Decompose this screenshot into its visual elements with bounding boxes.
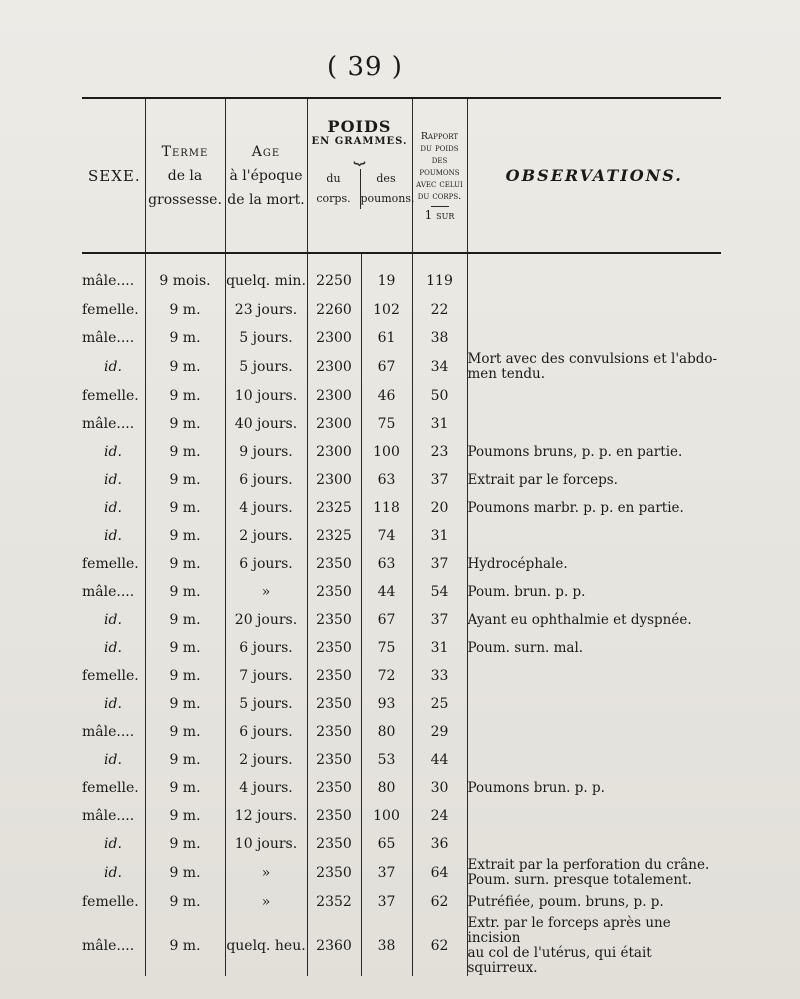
cell-obs: Poum. surn. mal. bbox=[467, 639, 584, 656]
cell-poumons: 37 bbox=[361, 888, 412, 916]
table-row bbox=[82, 746, 721, 774]
cell-age: 2 jours. bbox=[225, 522, 307, 550]
cell-terme: 9 mois. bbox=[145, 253, 225, 296]
header-poumons-line1: des bbox=[376, 172, 396, 185]
cell-terme: 9 m. bbox=[145, 746, 225, 774]
cell-terme: 9 m. bbox=[145, 410, 225, 438]
cell-corps: 2350 bbox=[307, 774, 361, 802]
cell-sexe: mâle.... bbox=[82, 802, 145, 830]
cell-poumons: 63 bbox=[361, 550, 412, 578]
cell-terme: 9 m. bbox=[145, 774, 225, 802]
header-age-line1: Age bbox=[251, 143, 281, 160]
cell-rapport: 23 bbox=[412, 438, 467, 466]
cell-terme: 9 m. bbox=[145, 466, 225, 494]
cell-age: » bbox=[225, 888, 307, 916]
cell-corps: 2350 bbox=[307, 718, 361, 746]
header-terme bbox=[145, 98, 225, 253]
header-terme-line3: grossesse. bbox=[148, 191, 222, 208]
cell-terme: 9 m. bbox=[145, 662, 225, 690]
cell-obs: Poum. brun. p. p. bbox=[467, 583, 586, 600]
table-row bbox=[82, 858, 721, 888]
cell-poumons: 72 bbox=[361, 662, 412, 690]
cell-rapport: 36 bbox=[412, 830, 467, 858]
cell-poumons: 38 bbox=[361, 916, 412, 976]
cell-sexe: mâle.... bbox=[82, 578, 145, 606]
cell-age: 5 jours. bbox=[225, 690, 307, 718]
cell-poumons: 102 bbox=[361, 296, 412, 324]
page-number: ( 39 ) bbox=[327, 52, 403, 82]
header-poids-subtitle: EN GRAMMES. bbox=[311, 136, 408, 147]
cell-rapport: 20 bbox=[412, 494, 467, 522]
cell-rapport: 119 bbox=[412, 253, 467, 296]
cell-rapport: 37 bbox=[412, 550, 467, 578]
cell-corps: 2300 bbox=[307, 382, 361, 410]
header-corps-line2: corps. bbox=[316, 192, 351, 205]
cell-age: » bbox=[225, 578, 307, 606]
cell-poumons: 93 bbox=[361, 690, 412, 718]
cell-age: 4 jours. bbox=[225, 494, 307, 522]
cell-obs bbox=[467, 522, 721, 550]
cell-poumons: 80 bbox=[361, 718, 412, 746]
table-row bbox=[82, 410, 721, 438]
cell-corps: 2325 bbox=[307, 494, 361, 522]
cell-rapport: 37 bbox=[412, 466, 467, 494]
cell-rapport: 54 bbox=[412, 578, 467, 606]
cell-corps: 2350 bbox=[307, 578, 361, 606]
cell-poumons: 67 bbox=[361, 606, 412, 634]
cell-poumons: 19 bbox=[361, 253, 412, 296]
cell-rapport: 37 bbox=[412, 606, 467, 634]
table-row bbox=[82, 438, 721, 466]
cell-sexe: mâle.... bbox=[82, 253, 145, 296]
table-row bbox=[82, 888, 721, 916]
cell-poumons: 80 bbox=[361, 774, 412, 802]
cell-age: 6 jours. bbox=[225, 550, 307, 578]
cell-corps: 2350 bbox=[307, 830, 361, 858]
cell-sexe: mâle.... bbox=[82, 410, 145, 438]
brace-icon: ⏟ bbox=[353, 141, 366, 165]
header-age bbox=[225, 98, 307, 253]
cell-sexe: mâle.... bbox=[82, 718, 145, 746]
cell-terme: 9 m. bbox=[145, 522, 225, 550]
cell-age: 2 jours. bbox=[225, 746, 307, 774]
cell-age: 10 jours. bbox=[225, 830, 307, 858]
cell-age: 10 jours. bbox=[225, 382, 307, 410]
data-table bbox=[82, 97, 721, 976]
table-row bbox=[82, 382, 721, 410]
table-row bbox=[82, 522, 721, 550]
header-rapport-line4: poumons bbox=[419, 166, 460, 178]
table-row bbox=[82, 352, 721, 382]
cell-rapport: 34 bbox=[412, 352, 467, 382]
cell-obs bbox=[467, 830, 721, 858]
cell-obs: Ayant eu ophthalmie et dyspnée. bbox=[467, 611, 692, 628]
cell-corps: 2325 bbox=[307, 522, 361, 550]
cell-age: 5 jours. bbox=[225, 352, 307, 382]
header-age-line3: de la mort. bbox=[227, 191, 305, 208]
cell-sexe: id. bbox=[82, 438, 145, 466]
cell-sexe: id. bbox=[82, 830, 145, 858]
cell-age: 6 jours. bbox=[225, 466, 307, 494]
cell-obs bbox=[467, 324, 721, 352]
cell-rapport: 64 bbox=[412, 858, 467, 888]
cell-rapport: 38 bbox=[412, 324, 467, 352]
cell-terme: 9 m. bbox=[145, 916, 225, 976]
cell-terme: 9 m. bbox=[145, 352, 225, 382]
rapport-divider bbox=[431, 206, 449, 207]
cell-terme: 9 m. bbox=[145, 888, 225, 916]
cell-sexe: id. bbox=[82, 746, 145, 774]
cell-obs bbox=[467, 253, 721, 296]
cell-rapport: 62 bbox=[412, 916, 467, 976]
cell-corps: 2350 bbox=[307, 606, 361, 634]
cell-poumons: 63 bbox=[361, 466, 412, 494]
cell-corps: 2300 bbox=[307, 324, 361, 352]
cell-corps: 2350 bbox=[307, 690, 361, 718]
table-row bbox=[82, 324, 721, 352]
cell-poumons: 75 bbox=[361, 634, 412, 662]
cell-sexe: femelle. bbox=[82, 662, 145, 690]
cell-sexe: femelle. bbox=[82, 296, 145, 324]
header-poumons-line2: poumons. bbox=[360, 192, 415, 205]
header-poids-title: POIDS bbox=[327, 117, 392, 136]
cell-poumons: 46 bbox=[361, 382, 412, 410]
cell-corps: 2350 bbox=[307, 802, 361, 830]
cell-corps: 2300 bbox=[307, 410, 361, 438]
cell-age: 23 jours. bbox=[225, 296, 307, 324]
cell-corps: 2250 bbox=[307, 253, 361, 296]
cell-rapport: 44 bbox=[412, 746, 467, 774]
cell-obs bbox=[467, 410, 721, 438]
cell-corps: 2350 bbox=[307, 746, 361, 774]
header-rapport-line1: Rapport bbox=[420, 130, 459, 142]
cell-sexe: id. bbox=[82, 690, 145, 718]
header-rapport-line6: du corps. bbox=[417, 190, 462, 202]
header-sexe-label: SEXE. bbox=[88, 166, 141, 185]
header-row bbox=[82, 98, 721, 253]
header-corps bbox=[308, 169, 361, 209]
cell-corps: 2350 bbox=[307, 634, 361, 662]
cell-sexe: femelle. bbox=[82, 382, 145, 410]
cell-corps: 2300 bbox=[307, 438, 361, 466]
cell-sexe: mâle.... bbox=[82, 324, 145, 352]
cell-rapport: 31 bbox=[412, 634, 467, 662]
header-sexe bbox=[82, 98, 145, 253]
cell-age: 12 jours. bbox=[225, 802, 307, 830]
table-row bbox=[82, 662, 721, 690]
cell-obs bbox=[467, 690, 721, 718]
cell-poumons: 37 bbox=[361, 858, 412, 888]
cell-obs bbox=[467, 718, 721, 746]
header-corps-line1: du bbox=[326, 172, 341, 185]
cell-terme: 9 m. bbox=[145, 296, 225, 324]
cell-sexe: mâle.... bbox=[82, 916, 145, 976]
cell-obs: Hydrocéphale. bbox=[467, 555, 568, 572]
cell-age: 7 jours. bbox=[225, 662, 307, 690]
cell-terme: 9 m. bbox=[145, 382, 225, 410]
cell-obs: Poumons bruns, p. p. en partie. bbox=[467, 443, 683, 460]
cell-rapport: 31 bbox=[412, 522, 467, 550]
cell-sexe: femelle. bbox=[82, 550, 145, 578]
header-terme-line1: Terme bbox=[161, 143, 209, 160]
table-row bbox=[82, 802, 721, 830]
cell-age: 4 jours. bbox=[225, 774, 307, 802]
cell-obs: Poumons marbr. p. p. en partie. bbox=[467, 499, 684, 516]
cell-terme: 9 m. bbox=[145, 718, 225, 746]
cell-poumons: 75 bbox=[361, 410, 412, 438]
cell-obs bbox=[467, 802, 721, 830]
cell-rapport: 33 bbox=[412, 662, 467, 690]
cell-poumons: 65 bbox=[361, 830, 412, 858]
cell-rapport: 25 bbox=[412, 690, 467, 718]
cell-obs: Putréfiée, poum. bruns, p. p. bbox=[467, 893, 664, 910]
cell-age: 9 jours. bbox=[225, 438, 307, 466]
cell-terme: 9 m. bbox=[145, 438, 225, 466]
cell-age: quelq. min. bbox=[225, 253, 307, 296]
cell-age: 5 jours. bbox=[225, 324, 307, 352]
table-row bbox=[82, 253, 721, 296]
table-row bbox=[82, 466, 721, 494]
cell-poumons: 61 bbox=[361, 324, 412, 352]
table-row bbox=[82, 296, 721, 324]
cell-rapport: 50 bbox=[412, 382, 467, 410]
cell-poumons: 100 bbox=[361, 438, 412, 466]
cell-rapport: 31 bbox=[412, 410, 467, 438]
cell-poumons: 53 bbox=[361, 746, 412, 774]
cell-poumons: 44 bbox=[361, 578, 412, 606]
header-observations-label: OBSERVATIONS. bbox=[505, 166, 683, 185]
cell-age: quelq. heu. bbox=[225, 916, 307, 976]
cell-terme: 9 m. bbox=[145, 606, 225, 634]
cell-obs: Mort avec des convulsions et l'abdo- men tendu. bbox=[467, 351, 718, 382]
cell-obs bbox=[467, 662, 721, 690]
cell-poumons: 74 bbox=[361, 522, 412, 550]
cell-corps: 2300 bbox=[307, 352, 361, 382]
cell-rapport: 62 bbox=[412, 888, 467, 916]
cell-obs bbox=[467, 746, 721, 774]
cell-rapport: 29 bbox=[412, 718, 467, 746]
header-rapport-line2: du poids bbox=[420, 142, 459, 154]
header-rapport-line7: 1 sur bbox=[424, 207, 455, 222]
table-row bbox=[82, 774, 721, 802]
cell-sexe: id. bbox=[82, 494, 145, 522]
cell-sexe: id. bbox=[82, 606, 145, 634]
table-row bbox=[82, 916, 721, 976]
cell-corps: 2352 bbox=[307, 888, 361, 916]
header-observations bbox=[467, 98, 721, 253]
header-terme-line2: de la bbox=[167, 167, 203, 184]
cell-corps: 2300 bbox=[307, 466, 361, 494]
cell-terme: 9 m. bbox=[145, 690, 225, 718]
cell-poumons: 118 bbox=[361, 494, 412, 522]
table-row bbox=[82, 718, 721, 746]
table-row bbox=[82, 634, 721, 662]
header-age-line2: à l'époque bbox=[229, 167, 303, 184]
cell-sexe: id. bbox=[82, 858, 145, 888]
header-rapport-line5: avec celui bbox=[416, 178, 463, 190]
cell-rapport: 24 bbox=[412, 802, 467, 830]
cell-obs: Extr. par le forceps après une incision au col de l'utérus, qui était squirreux. bbox=[467, 915, 671, 976]
table-row bbox=[82, 830, 721, 858]
cell-terme: 9 m. bbox=[145, 578, 225, 606]
cell-obs: Extrait par le forceps. bbox=[467, 471, 618, 488]
table-row bbox=[82, 690, 721, 718]
cell-age: 40 jours. bbox=[225, 410, 307, 438]
cell-terme: 9 m. bbox=[145, 858, 225, 888]
cell-age: 6 jours. bbox=[225, 634, 307, 662]
header-rapport bbox=[412, 98, 467, 253]
table-row bbox=[82, 578, 721, 606]
cell-age: 20 jours. bbox=[225, 606, 307, 634]
cell-terme: 9 m. bbox=[145, 324, 225, 352]
cell-corps: 2350 bbox=[307, 550, 361, 578]
table-row bbox=[82, 494, 721, 522]
cell-corps: 2260 bbox=[307, 296, 361, 324]
table-row bbox=[82, 550, 721, 578]
cell-sexe: femelle. bbox=[82, 774, 145, 802]
cell-sexe: femelle. bbox=[82, 888, 145, 916]
cell-age: » bbox=[225, 858, 307, 888]
cell-obs bbox=[467, 382, 721, 410]
cell-terme: 9 m. bbox=[145, 830, 225, 858]
cell-rapport: 30 bbox=[412, 774, 467, 802]
cell-terme: 9 m. bbox=[145, 550, 225, 578]
header-poids-subcolumns bbox=[308, 169, 415, 209]
cell-obs: Poumons brun. p. p. bbox=[467, 779, 605, 796]
cell-rapport: 22 bbox=[412, 296, 467, 324]
cell-sexe: id. bbox=[82, 352, 145, 382]
cell-corps: 2350 bbox=[307, 858, 361, 888]
header-rapport-line3: des bbox=[431, 154, 448, 166]
cell-sexe: id. bbox=[82, 466, 145, 494]
table-body bbox=[82, 253, 721, 976]
cell-corps: 2350 bbox=[307, 662, 361, 690]
cell-obs bbox=[467, 296, 721, 324]
cell-terme: 9 m. bbox=[145, 494, 225, 522]
header-poumons bbox=[360, 169, 415, 209]
cell-obs: Extrait par la perforation du crâne. Poum. surn. presque totalement. bbox=[467, 857, 710, 888]
cell-sexe: id. bbox=[82, 634, 145, 662]
cell-corps: 2360 bbox=[307, 916, 361, 976]
cell-poumons: 67 bbox=[361, 352, 412, 382]
header-poids bbox=[307, 98, 415, 253]
cell-sexe: id. bbox=[82, 522, 145, 550]
cell-terme: 9 m. bbox=[145, 802, 225, 830]
cell-terme: 9 m. bbox=[145, 634, 225, 662]
cell-age: 6 jours. bbox=[225, 718, 307, 746]
table-row bbox=[82, 606, 721, 634]
cell-poumons: 100 bbox=[361, 802, 412, 830]
